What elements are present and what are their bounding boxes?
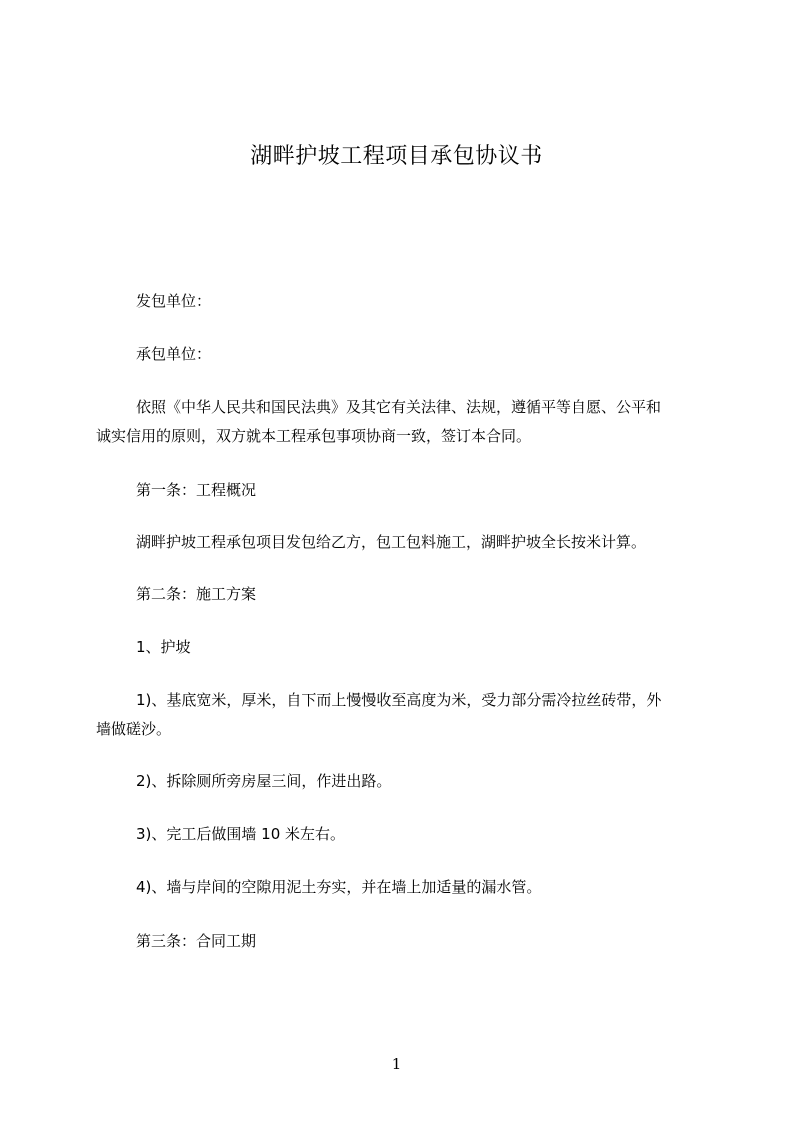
article-1-body: 湖畔护坡工程承包项目发包给乙方，包工包料施工，湖畔护坡全长按米计算。 [136,533,647,551]
article-3-heading: 第三条：合同工期 [136,932,257,950]
item-1-heading: 1、护坡 [136,638,191,656]
document-title: 湖畔护坡工程项目承包协议书 [250,144,543,169]
intro-paragraph [96,393,708,451]
sub-item-4: 4)、墙与岸间的空隙用泥土夯实，并在墙上加适量的漏水管。 [136,878,542,896]
sub-item-1-paragraph [96,686,708,744]
article-2-heading: 第二条：施工方案 [136,585,257,603]
intro-line-1: 依照《中华人民共和国民法典》及其它有关法律、法规，遵循平等自愿、公平和 [136,398,662,416]
sub-item-3: 3)、完工后做围墙 10 米左右。 [136,825,346,843]
sub-item-1-line-1: 1)、基底宽米，厚米，自下而上慢慢收至高度为米，受力部分需冷拉丝砖带，外 [136,691,662,709]
page-number: 1 [391,1055,402,1073]
sub-item-2: 2)、拆除厕所旁房屋三间，作进出路。 [136,772,392,790]
sub-item-1-line-2: 墙做磋沙。 [96,720,172,738]
employer-label: 发包单位： [136,292,212,310]
contractor-label: 承包单位： [136,345,212,363]
article-1-heading: 第一条：工程概况 [136,481,257,499]
intro-line-2: 诚实信用的原则，双方就本工程承包事项协商一致，签订本合同。 [96,427,532,445]
